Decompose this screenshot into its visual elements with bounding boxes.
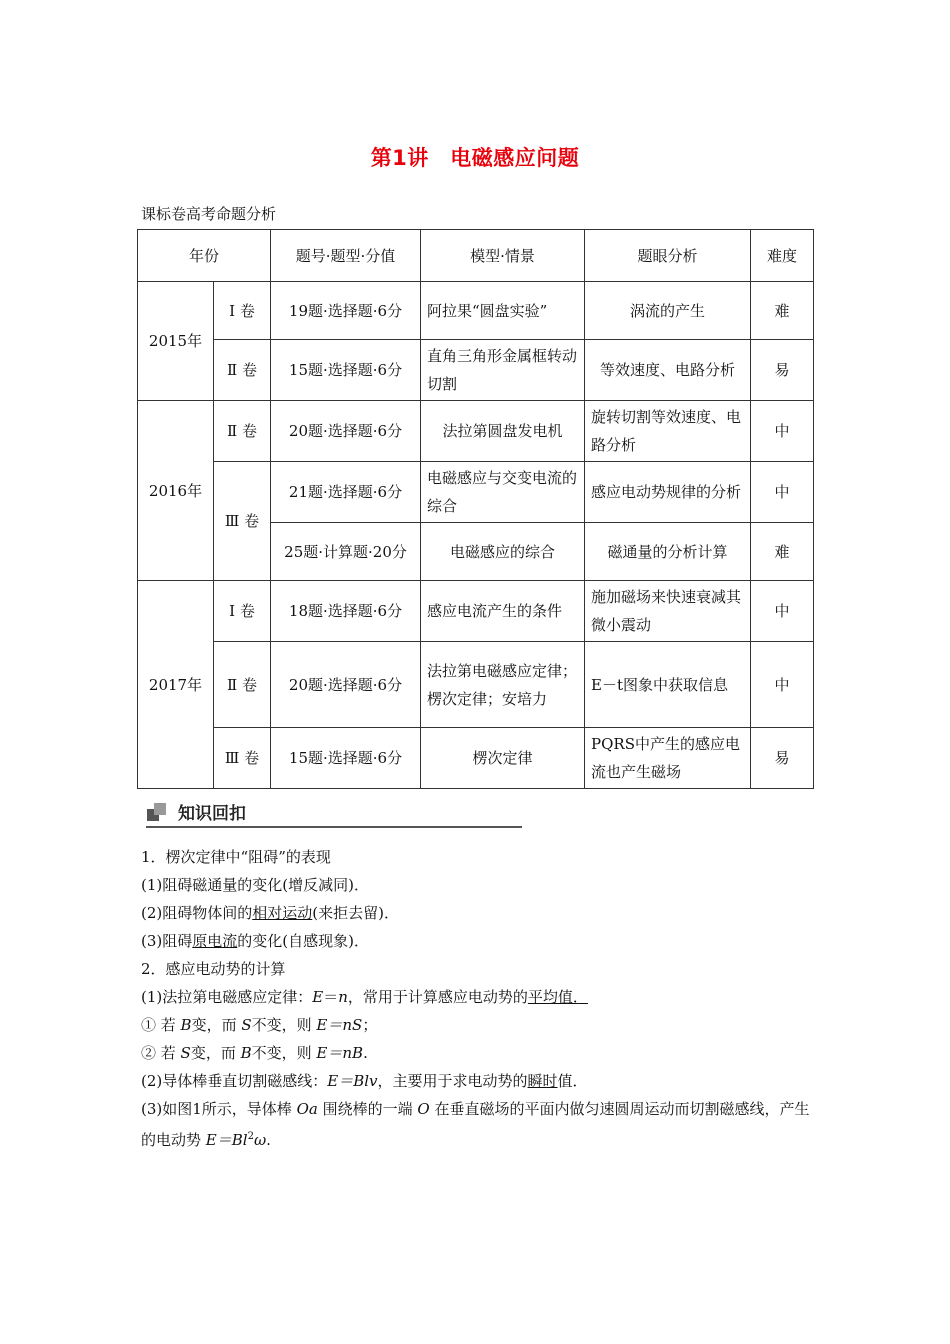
text-span: ，主要用于求电动势的 <box>377 1072 528 1090</box>
question-cell: 15题·选择题·6分 <box>271 340 421 401</box>
formula: E＝Blv <box>327 1072 378 1090</box>
formula-exponent: 2 <box>247 1131 254 1142</box>
text-span: 值． <box>557 1072 588 1090</box>
text-span: . <box>266 1131 271 1149</box>
table-row <box>138 340 814 401</box>
text-span: ① 若 <box>141 1016 181 1034</box>
difficulty-cell: 中 <box>751 581 814 642</box>
analysis-cell: 等效速度、电路分析 <box>585 340 751 401</box>
year-cell: 2017年 <box>138 581 214 789</box>
question-cell: 19题·选择题·6分 <box>271 282 421 340</box>
text-span: 不变，则 <box>251 1044 317 1062</box>
text-span: (2)导体棒垂直切割磁感线： <box>141 1072 328 1090</box>
model-cell: 楞次定律 <box>421 728 585 789</box>
section-heading <box>146 798 522 828</box>
text-span: 不变，则 <box>251 1016 317 1034</box>
table-row <box>138 401 814 462</box>
difficulty-cell: 难 <box>751 523 814 581</box>
difficulty-cell: 中 <box>751 462 814 523</box>
point-2-item-3 <box>141 1095 821 1154</box>
point-1-heading: 1．楞次定律中“阻碍”的表现 <box>141 848 331 866</box>
analysis-cell: E－t图象中获取信息 <box>585 642 751 728</box>
formula-symbol: O <box>417 1100 430 1118</box>
analysis-cell: 感应电动势规律的分析 <box>585 462 751 523</box>
text-span: 围绕棒的一端 <box>317 1100 418 1118</box>
section-heading-text: 知识回扣 <box>178 804 246 824</box>
table-row <box>138 282 814 340</box>
underlined-answer: 平均值． <box>527 988 588 1006</box>
point-1-item-1: (1)阻碍磁通量的变化(增反减同)． <box>141 876 369 894</box>
text-span: 变，而 <box>191 1016 242 1034</box>
question-cell: 20题·选择题·6分 <box>271 401 421 462</box>
analysis-cell: 旋转切割等效速度、电路分析 <box>585 401 751 462</box>
point-2-case-1 <box>141 1011 821 1039</box>
formula-symbol: B <box>240 1044 252 1062</box>
text-span: ＝ <box>323 988 339 1006</box>
text-span: . <box>363 1044 368 1062</box>
paper-cell: Ⅰ 卷 <box>214 282 271 340</box>
underlined-answer: 原电流 <box>192 932 238 950</box>
formula: E＝Bl <box>205 1131 248 1149</box>
header-model: 模型·情景 <box>421 230 585 282</box>
formula-symbol: S <box>180 1044 191 1062</box>
point-2-item-1 <box>141 983 821 1011</box>
text-span: (1)法拉第电磁感应定律： <box>141 988 313 1006</box>
model-cell: 直角三角形金属框转动切割 <box>421 340 585 401</box>
text-span: (来拒去留)． <box>312 904 399 922</box>
question-cell: 20题·选择题·6分 <box>271 642 421 728</box>
difficulty-cell: 中 <box>751 642 814 728</box>
header-analysis: 题眼分析 <box>585 230 751 282</box>
point-2-item-2 <box>141 1067 821 1095</box>
point-1-item-3 <box>141 927 821 955</box>
header-difficulty: 难度 <box>751 230 814 282</box>
point-2-heading: 2．感应电动势的计算 <box>141 960 286 978</box>
knowledge-review-content <box>141 843 821 1154</box>
page-title: 第1讲 电磁感应问题 <box>370 146 580 170</box>
model-cell: 感应电流产生的条件 <box>421 581 585 642</box>
text-span: 变，而 <box>190 1044 241 1062</box>
point-1-item-2 <box>141 899 821 927</box>
underlined-answer: 瞬时 <box>527 1072 558 1090</box>
text-span: (2)阻碍物体间的 <box>141 904 253 922</box>
model-cell: 阿拉果“圆盘实验” <box>421 282 585 340</box>
paper-cell: Ⅱ 卷 <box>214 642 271 728</box>
table-row <box>138 642 814 728</box>
point-2-case-2 <box>141 1039 821 1067</box>
analysis-cell: 涡流的产生 <box>585 282 751 340</box>
text-span: 在垂直磁场的平面内做匀速圆周运动而切割磁感线，产生的电动势 <box>141 1100 810 1149</box>
formula-symbol: ω <box>253 1131 267 1149</box>
analysis-cell: PQRS中产生的感应电流也产生磁场 <box>585 728 751 789</box>
paper-cell: Ⅱ 卷 <box>214 340 271 401</box>
table-row <box>138 728 814 789</box>
exam-analysis-table <box>137 229 814 789</box>
difficulty-cell: 易 <box>751 728 814 789</box>
formula: E＝nB <box>316 1044 364 1062</box>
underlined-answer: 相对运动 <box>252 904 313 922</box>
text-span: 的变化(自感现象)． <box>237 932 369 950</box>
paper-cell: Ⅰ 卷 <box>214 581 271 642</box>
question-cell: 25题·计算题·20分 <box>271 523 421 581</box>
text-span: ，常用于计算感应电动势的 <box>347 988 528 1006</box>
stacked-squares-icon <box>147 803 167 821</box>
question-cell: 21题·选择题·6分 <box>271 462 421 523</box>
difficulty-cell: 中 <box>751 401 814 462</box>
difficulty-cell: 易 <box>751 340 814 401</box>
table-caption: 课标卷高考命题分析 <box>141 205 277 223</box>
model-cell: 电磁感应与交变电流的综合 <box>421 462 585 523</box>
formula-symbol: Oa <box>296 1100 318 1118</box>
formula: E＝nS <box>316 1016 363 1034</box>
formula-symbol: E <box>312 988 324 1006</box>
text-span: (3)如图1所示，导体棒 <box>141 1100 297 1118</box>
paper-cell: Ⅱ 卷 <box>214 401 271 462</box>
question-cell: 15题·选择题·6分 <box>271 728 421 789</box>
model-cell: 法拉第电磁感应定律；楞次定律；安培力 <box>421 642 585 728</box>
model-cell: 法拉第圆盘发电机 <box>421 401 585 462</box>
table-row <box>138 462 814 523</box>
header-year: 年份 <box>138 230 271 282</box>
model-cell: 电磁感应的综合 <box>421 523 585 581</box>
header-question: 题号·题型·分值 <box>271 230 421 282</box>
analysis-cell: 施加磁场来快速衰减其微小震动 <box>585 581 751 642</box>
table-row <box>138 581 814 642</box>
formula-symbol: n <box>338 988 348 1006</box>
formula-symbol: B <box>180 1016 192 1034</box>
text-span: ② 若 <box>141 1044 181 1062</box>
question-cell: 18题·选择题·6分 <box>271 581 421 642</box>
text-span: (3)阻碍 <box>141 932 193 950</box>
paper-cell: Ⅲ 卷 <box>214 728 271 789</box>
formula-symbol: S <box>241 1016 252 1034</box>
year-cell: 2015年 <box>138 282 214 401</box>
table-header-row <box>138 230 814 282</box>
paper-cell: Ⅲ 卷 <box>214 462 271 581</box>
text-span: ； <box>362 1016 378 1034</box>
difficulty-cell: 难 <box>751 282 814 340</box>
analysis-cell: 磁通量的分析计算 <box>585 523 751 581</box>
year-cell: 2016年 <box>138 401 214 581</box>
